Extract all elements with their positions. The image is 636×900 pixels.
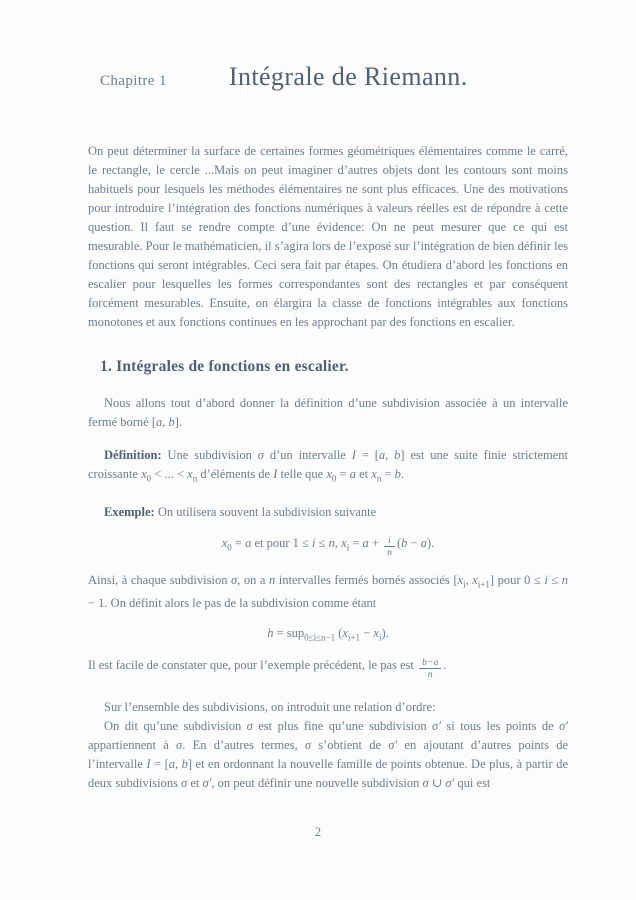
example-label: Exemple: xyxy=(104,504,155,519)
paragraph-example xyxy=(88,503,568,522)
intro-paragraph: On peut déterminer la surface de certaines formes géométriques élémentaires comme le carré, le rectangle, le cercle ...Mais on peut imaginer d’autres objets dont les contours sont moins habituels pour lesquels les méthodes élémentaires ne sont plus efficaces. Une des motivations pour introduire l’intégration des fonctions numériques à valeurs réelles est de répondre à cette question. Il faut se rendre compte d’une évidence: On ne peut mesurer que ce qui est mesurable. Pour le mathématicien, il s’agira lors de l’exposé sur l’intégration de bien définir les fonctions qui seront intégrables. Ceci sera fait par étapes. On étudiera d’abord les fonctions en escalier pour lesquelles les formes correspondantes sont des rectangles et par conséquent forcément mesurables. Ensuite, on élargira la classe de fonctions intégrables aux fonctions monotones et aux fonctions continues en les approchant par des fonctions en escalier. xyxy=(88,144,568,329)
chapter-header xyxy=(88,62,568,92)
paragraph-ordre: On dit qu’une subdivision σ est plus fine qu’une subdivision σ′ si tous les points de σ′ appartiennent à σ. En d’autres termes, σ s’obtient de σ′ en ajoutant d’autres points de l’intervalle I = [a, b] et en ordonnant la nouvelle famille de points obtenue. De plus, à partir de deux subdivisions σ et σ′, on peut définir une nouvelle subdivision σ ∪ σ′ qui est xyxy=(88,719,569,791)
page-number: 2 xyxy=(314,825,322,839)
paragraph-pas: Ainsi, à chaque subdivision σ, on a n intervalles fermés bornés associés [$x_i$, $x_{i+1}$] pour 0 ≤ i ≤ n − 1. On définit alors le pas de la subdivision comme étant xyxy=(88,572,569,611)
chapter-label: Chapitre 1 xyxy=(100,73,167,89)
example-text: On utilisera souvent la subdivision suivante xyxy=(154,504,377,519)
paragraph-subdivision: Nous allons tout d’abord donner la définition d’une subdivision associée à un intervalle fermé borné [a, b]. xyxy=(88,396,568,429)
definition-text: Une subdivision σ d’un intervalle I = [a, b] est une suite finie strictement croissante $x_0$ < ... < $x_n$ d’éléments de I telle que $x_0 = a$ et $x_n = b$. xyxy=(88,448,568,484)
section-heading: 1. Intégrales de fonctions en escalier. xyxy=(100,358,349,375)
page-title: Intégrale de Riemann. xyxy=(228,62,468,91)
paragraph-ordre-intro: Sur l’ensemble des subdivisions, on introduit une relation d’ordre: xyxy=(104,700,436,715)
definition-label: Définition: xyxy=(104,448,162,462)
equation-pas: h = sup$_{0\le i\le n-1}$ $(x_{i+1} - x_i)$. xyxy=(267,626,389,643)
paragraph-pas-exemple: Il est facile de constater que, pour l’exemple précédent, le pas est $\frac{b-a}{n}$ . xyxy=(88,656,447,681)
paragraph-definition xyxy=(88,446,568,489)
equation-subdivision: $x_0 = a$ et pour 1 ≤ i ≤ n, $x_i = a$ + $\frac{i}{n}$ (b − a). xyxy=(221,534,435,558)
